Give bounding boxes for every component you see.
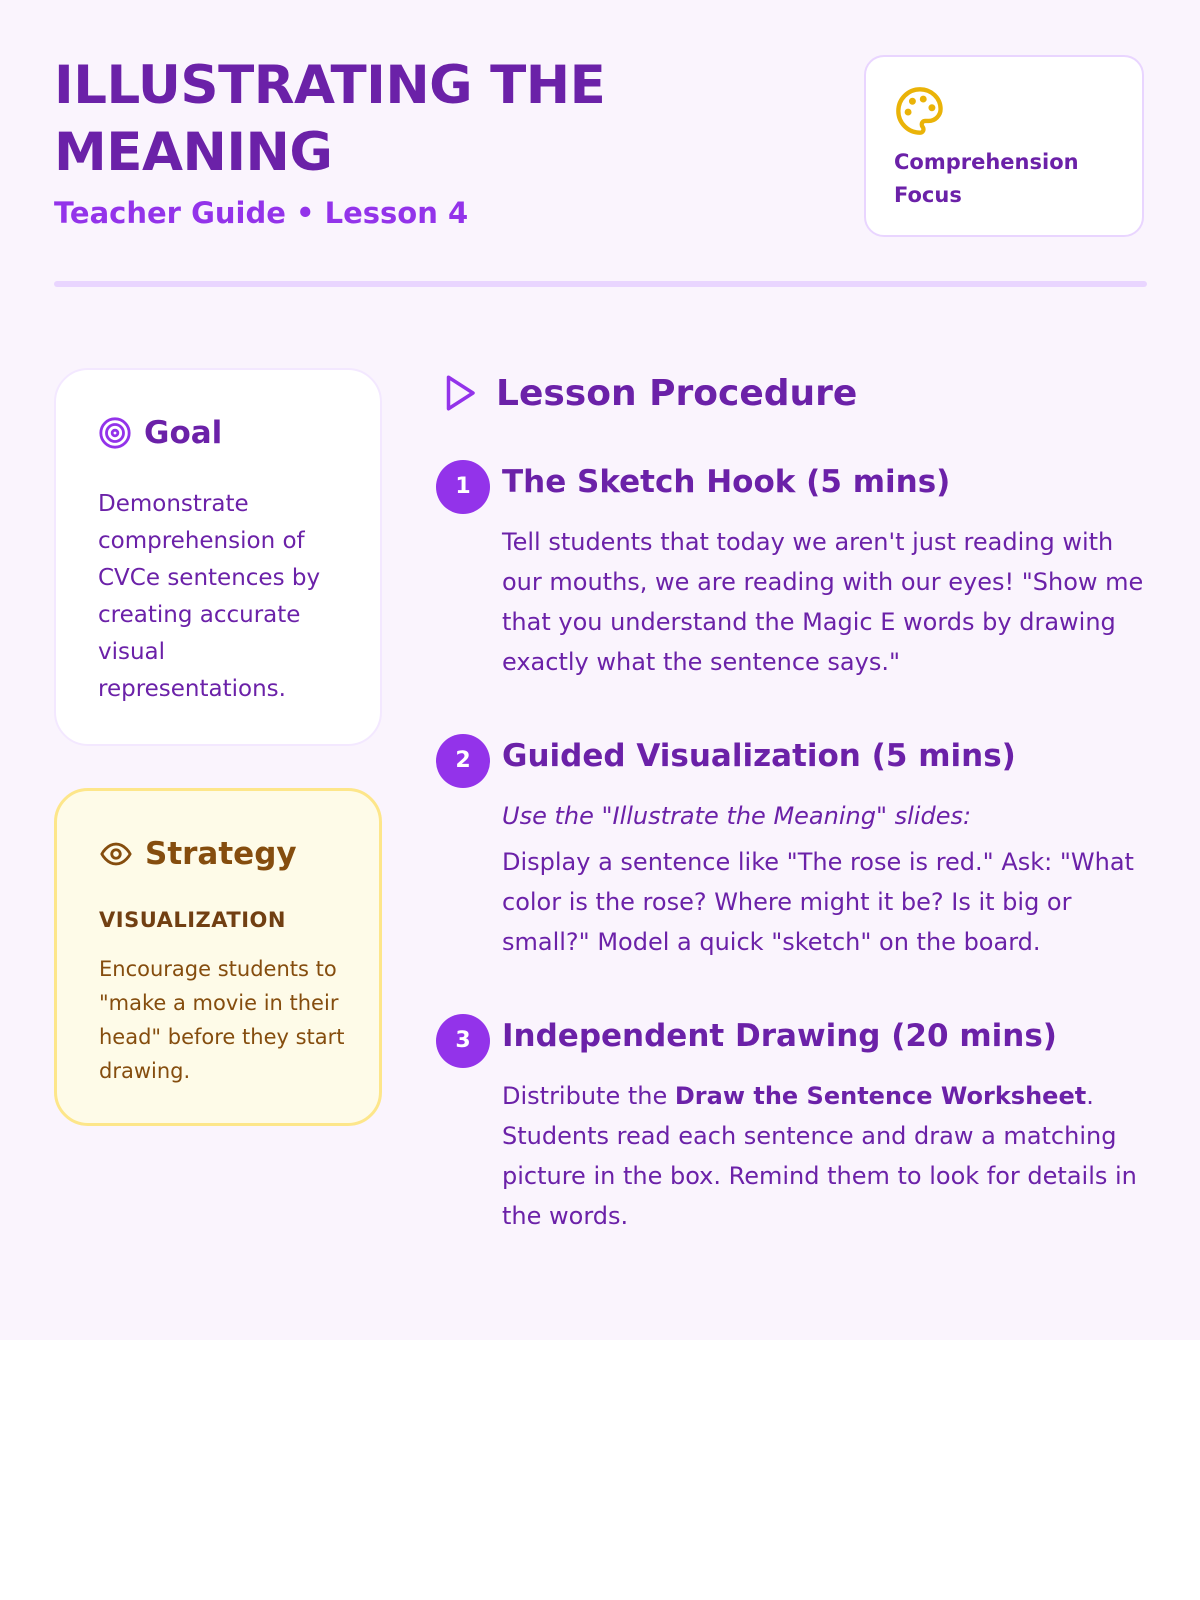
step-text: Display a sentence like "The rose is red." Ask: "What color is the rose? Where might it be? Is it big or small?" Model a quick "sketch" on the board. [502,848,1134,956]
step-title: Guided Visualization (5 mins) [502,738,1016,774]
procedure-title: Lesson Procedure [496,372,858,414]
step-number-badge: 1 [436,460,490,514]
goal-text: Demonstrate comprehension of CVCe sentences by creating accurate visual representations. [98,491,321,702]
step-title: Independent Drawing (20 mins) [502,1018,1057,1054]
step-number-badge: 2 [436,734,490,788]
step-body [502,796,1152,962]
strategy-card [54,788,382,1126]
page-subtitle: Teacher Guide • Lesson 4 [54,196,469,230]
step-title: The Sketch Hook (5 mins) [502,464,951,500]
strategy-header [99,836,297,872]
goal-header [98,415,222,451]
step-number-badge: 3 [436,1014,490,1068]
play-icon [438,372,480,414]
strategy-title: Strategy [145,836,297,872]
target-icon [98,416,132,450]
step-body [502,1076,1152,1236]
strategy-label: VISUALIZATION [99,908,286,932]
goal-title: Goal [144,415,223,451]
focus-card [864,55,1144,237]
eye-icon [99,837,133,871]
step-note: Use the "Illustrate the Meaning" slides: [502,802,972,830]
step-body [502,522,1152,682]
worksheet-name: Draw the Sentence Worksheet [674,1082,1087,1110]
focus-label: Comprehension Focus [894,150,1079,207]
goal-card [54,368,382,746]
procedure-header [438,372,857,414]
header-divider [54,281,1147,287]
strategy-text: Encourage students to "make a movie in their head" before they start drawing. [99,957,345,1083]
palette-icon [894,85,946,137]
step-text: Tell students that today we aren't just reading with our mouths, we are reading with our eyes! "Show me that you understand the Magic E words by drawing exactly what the sentence says." [502,528,1144,676]
page-title: ILLUSTRATING THE MEANING [54,55,606,183]
step-text: Distribute the Draw the Sentence Worksheet. Students read each sentence and draw a matching picture in the box. Remind them to look for details in the words. [502,1082,1137,1230]
